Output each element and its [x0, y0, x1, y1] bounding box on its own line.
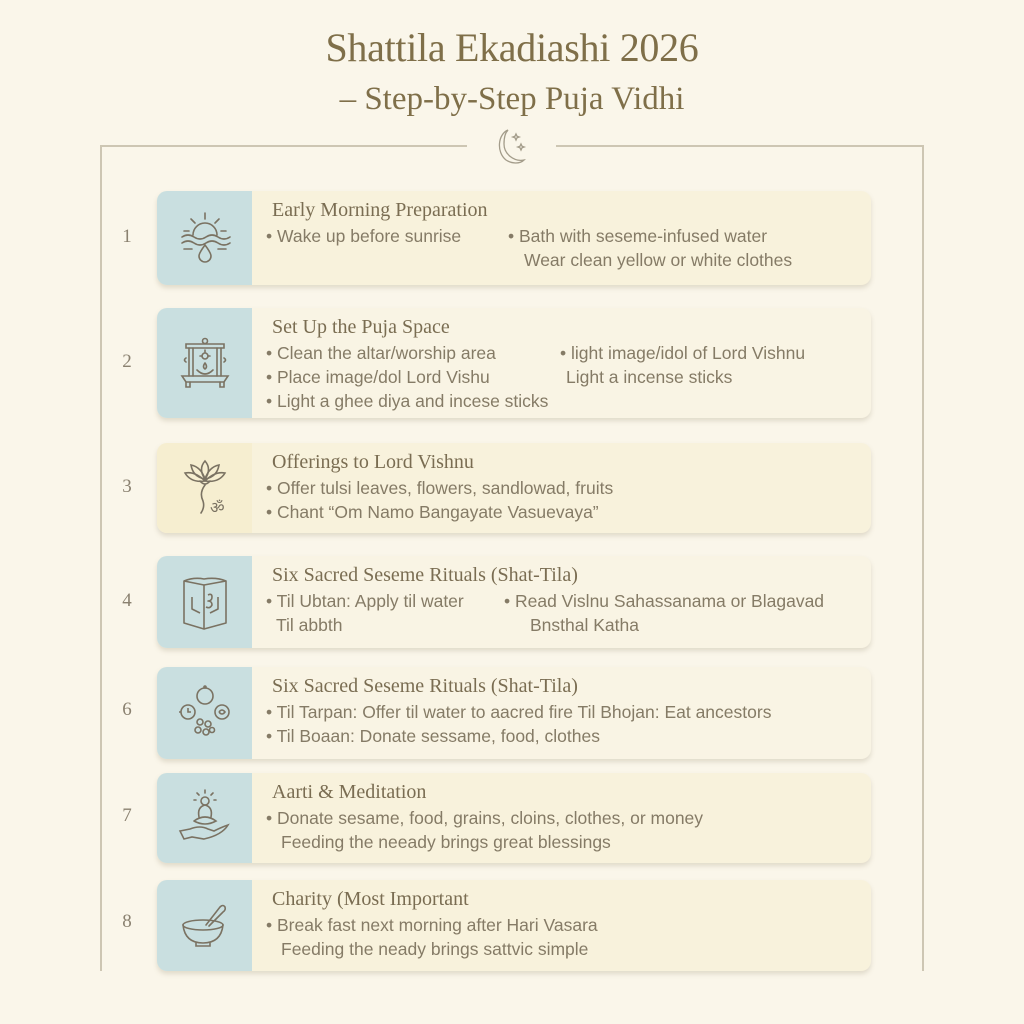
step-title: Six Sacred Seseme Rituals (Shat-Tila): [272, 564, 578, 586]
scripture-book-icon: [174, 571, 236, 633]
card-content: [252, 556, 871, 648]
card-content: [252, 880, 871, 971]
step-card-shat-tila-1: [157, 556, 871, 648]
icon-panel: [157, 308, 252, 418]
card-content: [252, 443, 871, 533]
icon-panel: [157, 667, 252, 759]
step-title: Set Up the Puja Space: [272, 316, 450, 338]
card-content: [252, 773, 871, 863]
step-number: 1: [122, 226, 132, 247]
step-number: 3: [122, 476, 132, 497]
frame-border-left: [100, 145, 102, 971]
icon-panel: [157, 191, 252, 285]
step-line: Light a incense sticks: [566, 367, 733, 387]
step-line: • Light a ghee diya and incese sticks: [266, 391, 549, 411]
icon-panel: [157, 443, 252, 533]
step-title: Offerings to Lord Vishnu: [272, 451, 474, 473]
step-number: 6: [122, 699, 132, 720]
step-title: Early Morning Preparation: [272, 199, 488, 221]
step-line: • Offer tulsi leaves, flowers, sandlowad, fruits: [266, 478, 614, 498]
altar-diya-icon: [174, 332, 236, 394]
frame-divider-right: [556, 145, 924, 147]
step-number: 4: [122, 590, 132, 611]
sunrise-water-drop-icon: [174, 207, 236, 269]
step-title: Aarti & Meditation: [272, 781, 427, 803]
step-line: • Chant “Om Namo Bangayate Vasuevaya”: [266, 502, 599, 522]
step-line: • Til Tarpan: Offer til water to aacred fire Til Bhojan: Eat ancestors: [266, 702, 772, 722]
step-card-early-morning: [157, 191, 871, 285]
card-content: [252, 308, 871, 418]
page-subtitle: – Step-by-Step Puja Vidhi: [339, 81, 685, 117]
step-line: • Read Vislnu Sahassanama or Blagavad: [504, 591, 825, 611]
icon-panel: [157, 556, 252, 648]
frame-border-right: [922, 145, 924, 971]
step-card-charity: [157, 880, 871, 971]
meditation-hand-icon: [174, 787, 236, 849]
frame-divider-left: [100, 145, 467, 147]
lotus-om-icon: [174, 457, 236, 519]
card-content: [252, 667, 871, 759]
step-line: • Place image/dol Lord Vishu: [266, 367, 490, 387]
step-card-offerings: [157, 443, 871, 533]
sesame-offerings-icon: [174, 682, 236, 744]
step-line: • Til Boaan: Donate sessame, food, clothes: [266, 726, 600, 746]
step-line: • Til Ubtan: Apply til water: [266, 591, 464, 611]
step-number: 7: [122, 805, 132, 826]
icon-panel: [157, 773, 252, 863]
step-line: Feeding the neady brings sattvic simple: [281, 939, 589, 959]
crescent-moon-stars-icon: [488, 124, 534, 170]
step-line: • Donate sesame, food, grains, cloins, clothes, or money: [266, 808, 704, 828]
step-line: • Break fast next morning after Hari Vasara: [266, 915, 598, 935]
step-number: 8: [122, 911, 132, 932]
page-title: Shattila Ekadiashi 2026: [325, 25, 699, 70]
step-title: Six Sacred Seseme Rituals (Shat-Tila): [272, 675, 578, 697]
svg-text:ॐ: ॐ: [209, 498, 225, 517]
step-card-puja-space: [157, 308, 871, 418]
step-line: • Bath with seseme-infused water: [508, 226, 768, 246]
step-line: • light image/idol of Lord Vishnu: [560, 343, 806, 363]
icon-panel: [157, 880, 252, 971]
step-line: • Clean the altar/worship area: [266, 343, 496, 363]
step-number: 2: [122, 351, 132, 372]
step-line: • Wake up before sunrise: [266, 226, 462, 246]
step-card-shat-tila-2: [157, 667, 871, 759]
step-line: Til abbth: [276, 615, 343, 635]
step-title: Charity (Most Important: [272, 888, 469, 910]
step-line: Bnsthal Katha: [530, 615, 639, 635]
step-line: Feeding the neeady brings great blessings: [281, 832, 611, 852]
step-card-aarti: [157, 773, 871, 863]
card-content: [252, 191, 871, 285]
step-line: Wear clean yellow or white clothes: [524, 250, 793, 270]
bowl-spoon-icon: [174, 895, 236, 957]
